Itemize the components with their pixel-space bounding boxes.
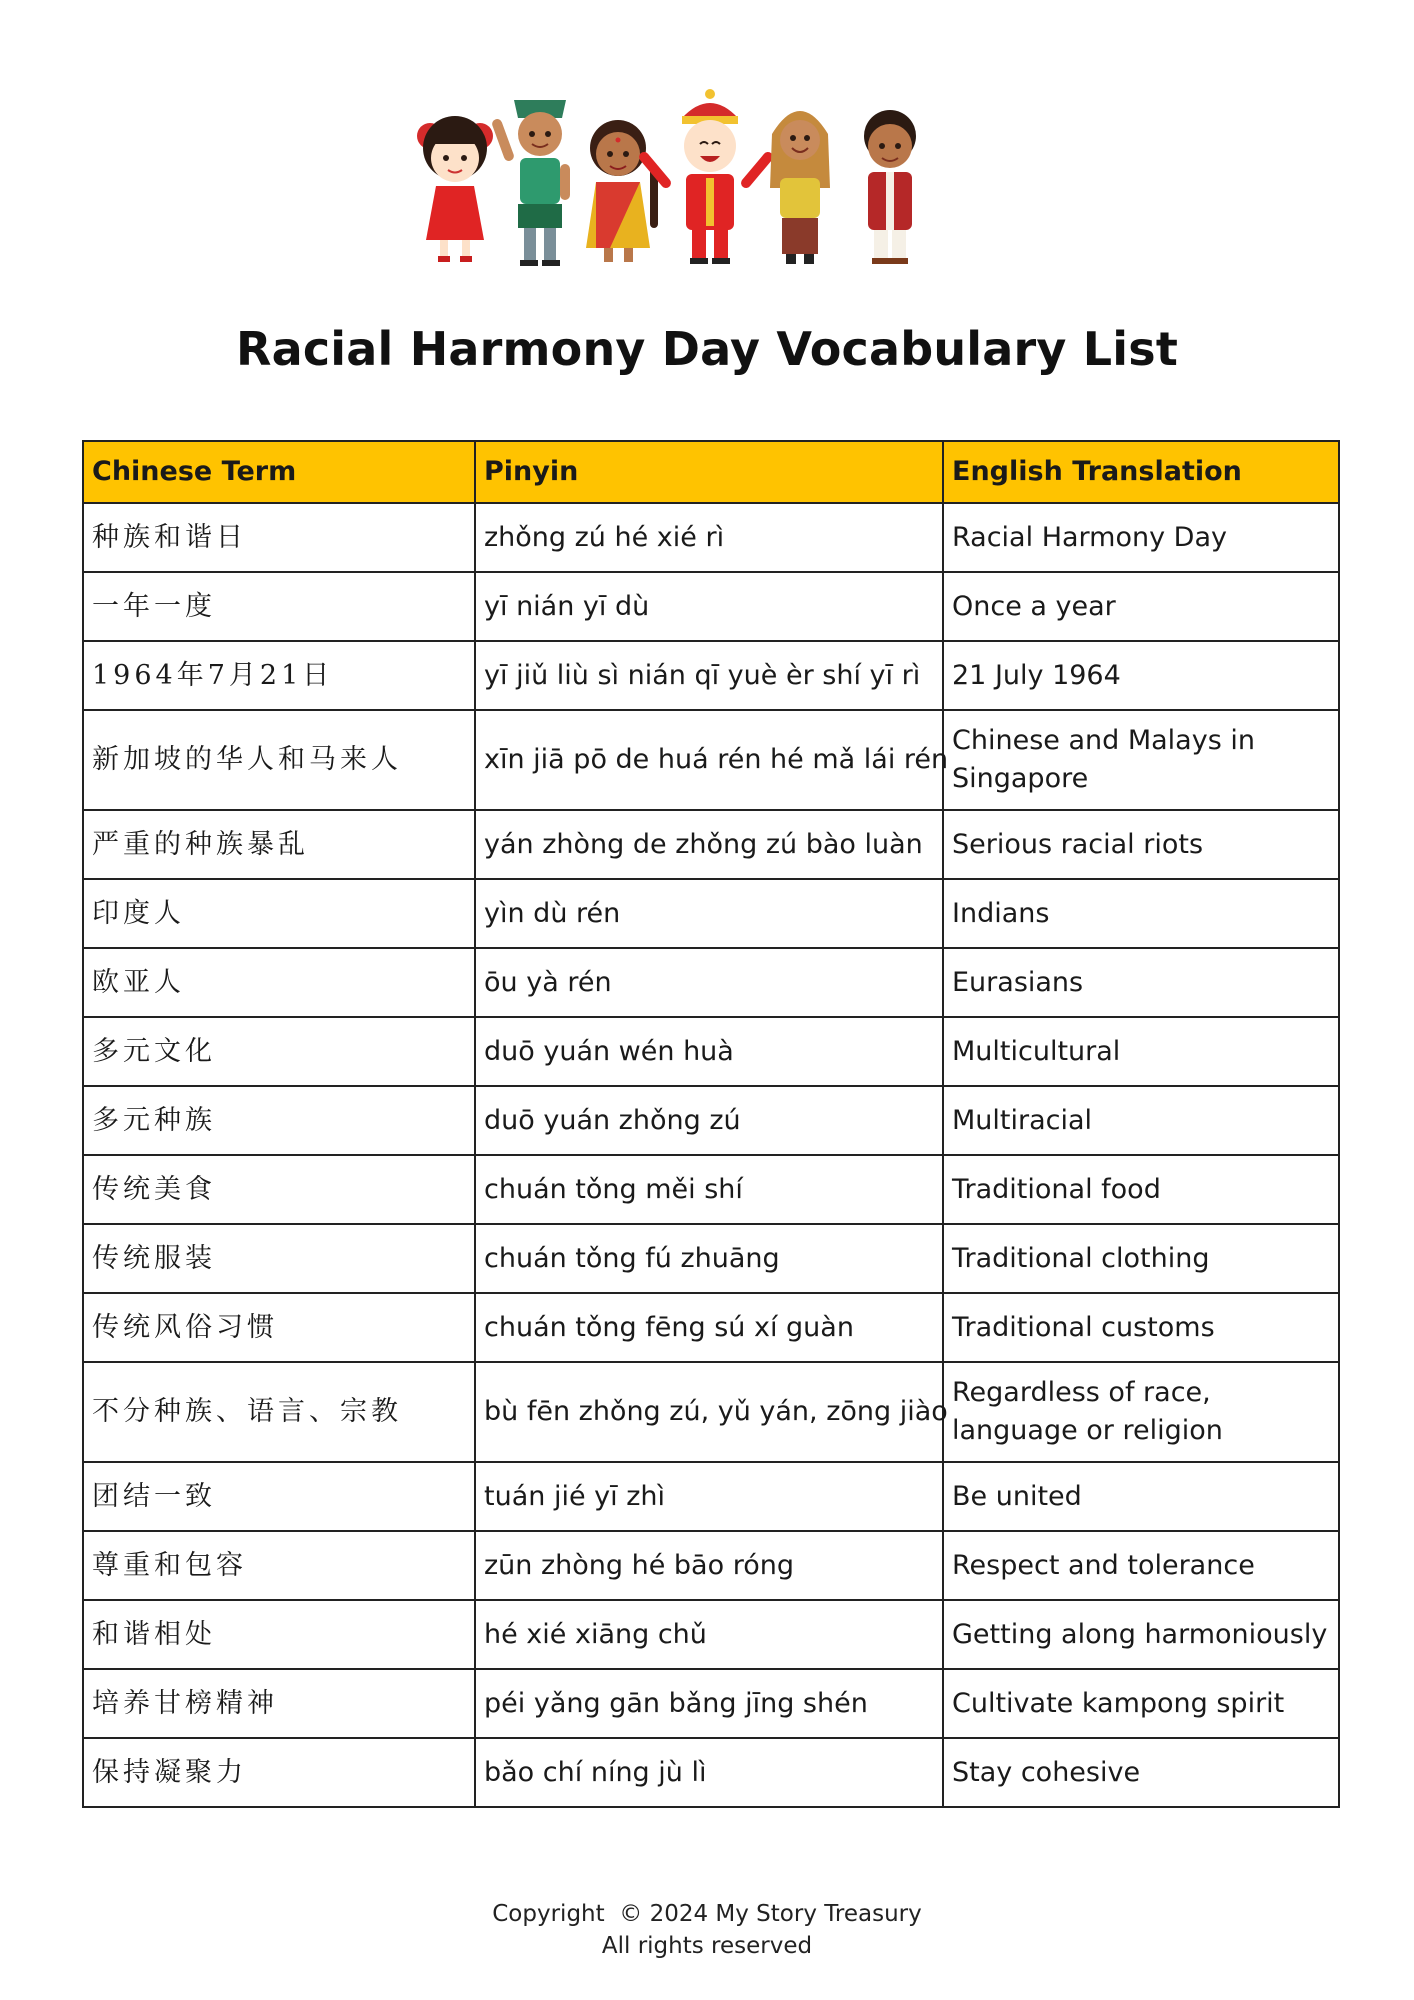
table-row <box>83 1531 1339 1600</box>
pinyin: chuán tǒng fēng sú xí guàn <box>475 1293 943 1362</box>
english-translation: Racial Harmony Day <box>943 503 1339 572</box>
table-row <box>83 810 1339 879</box>
chinese-term: 团结一致 <box>83 1462 475 1531</box>
english-translation: Traditional customs <box>943 1293 1339 1362</box>
pinyin: yìn dù rén <box>475 879 943 948</box>
column-header-english: English Translation <box>943 441 1339 503</box>
table-row <box>83 641 1339 710</box>
child-chinese-girl <box>417 116 493 262</box>
english-translation: Respect and tolerance <box>943 1531 1339 1600</box>
pinyin: yī nián yī dù <box>475 572 943 641</box>
table-row <box>83 1224 1339 1293</box>
vocabulary-table <box>82 440 1340 1808</box>
copyright-text: Copyright © 2024 My Story Treasury <box>492 1901 922 1927</box>
table-row <box>83 1738 1339 1807</box>
table-row <box>83 1462 1339 1531</box>
child-malay-boy <box>491 100 570 266</box>
chinese-term: 严重的种族暴乱 <box>83 810 475 879</box>
chinese-term: 多元文化 <box>83 1017 475 1086</box>
table-row <box>83 1086 1339 1155</box>
chinese-term: 传统服装 <box>83 1224 475 1293</box>
table-row <box>83 572 1339 641</box>
english-translation: Stay cohesive <box>943 1738 1339 1807</box>
chinese-term: 欧亚人 <box>83 948 475 1017</box>
pinyin: chuán tǒng fú zhuāng <box>475 1224 943 1293</box>
pinyin: duō yuán wén huà <box>475 1017 943 1086</box>
english-translation: Be united <box>943 1462 1339 1531</box>
column-header-chinese: Chinese Term <box>83 441 475 503</box>
chinese-term: 不分种族、语言、宗教 <box>83 1362 475 1462</box>
column-header-pinyin: Pinyin <box>475 441 943 503</box>
english-translation: Multicultural <box>943 1017 1339 1086</box>
english-translation: Traditional clothing <box>943 1224 1339 1293</box>
rights-text: All rights reserved <box>601 1933 813 1959</box>
english-translation: Multiracial <box>943 1086 1339 1155</box>
chinese-term: 印度人 <box>83 879 475 948</box>
table-row <box>83 1362 1339 1462</box>
table-row <box>83 879 1339 948</box>
chinese-term: 尊重和包容 <box>83 1531 475 1600</box>
table-row <box>83 1293 1339 1362</box>
pinyin: duō yuán zhǒng zú <box>475 1086 943 1155</box>
pinyin: bù fēn zhǒng zú, yǔ yán, zōng jiào <box>475 1362 943 1462</box>
english-translation: Getting along harmoniously <box>943 1600 1339 1669</box>
pinyin: bǎo chí níng jù lì <box>475 1738 943 1807</box>
pinyin: yán zhòng de zhǒng zú bào luàn <box>475 810 943 879</box>
chinese-term: 1964年7月21日 <box>83 641 475 710</box>
pinyin: xīn jiā pō de huá rén hé mǎ lái rén <box>475 710 943 810</box>
child-chinese-boy <box>637 89 775 264</box>
pinyin: tuán jié yī zhì <box>475 1462 943 1531</box>
english-translation: Traditional food <box>943 1155 1339 1224</box>
english-translation: Regardless of race, language or religion <box>943 1362 1339 1462</box>
pinyin: chuán tǒng měi shí <box>475 1155 943 1224</box>
pinyin: hé xié xiāng chǔ <box>475 1600 943 1669</box>
table-row <box>83 503 1339 572</box>
english-translation: Indians <box>943 879 1339 948</box>
pinyin: ōu yà rén <box>475 948 943 1017</box>
pinyin: péi yǎng gān bǎng jīng shén <box>475 1669 943 1738</box>
footer <box>0 1898 1414 1962</box>
english-translation: Once a year <box>943 572 1339 641</box>
pinyin: yī jiǔ liù sì nián qī yuè èr shí yī rì <box>475 641 943 710</box>
child-malay-girl <box>770 111 830 264</box>
table-row <box>83 710 1339 810</box>
english-translation: Chinese and Malays in Singapore <box>943 710 1339 810</box>
chinese-term: 新加坡的华人和马来人 <box>83 710 475 810</box>
child-indian-girl <box>586 120 658 262</box>
chinese-term: 传统风俗习惯 <box>83 1293 475 1362</box>
pinyin: zhǒng zú hé xié rì <box>475 503 943 572</box>
table-row <box>83 1669 1339 1738</box>
chinese-term: 多元种族 <box>83 1086 475 1155</box>
children-illustration <box>400 78 1020 278</box>
english-translation: 21 July 1964 <box>943 641 1339 710</box>
chinese-term: 培养甘榜精神 <box>83 1669 475 1738</box>
table-header-row <box>83 441 1339 503</box>
child-indian-boy <box>864 110 916 264</box>
chinese-term: 保持凝聚力 <box>83 1738 475 1807</box>
table-row <box>83 1017 1339 1086</box>
chinese-term: 传统美食 <box>83 1155 475 1224</box>
chinese-term: 种族和谐日 <box>83 503 475 572</box>
table-row <box>83 1600 1339 1669</box>
chinese-term: 一年一度 <box>83 572 475 641</box>
pinyin: zūn zhòng hé bāo róng <box>475 1531 943 1600</box>
english-translation: Cultivate kampong spirit <box>943 1669 1339 1738</box>
table-row <box>83 1155 1339 1224</box>
table-row <box>83 948 1339 1017</box>
english-translation: Serious racial riots <box>943 810 1339 879</box>
english-translation: Eurasians <box>943 948 1339 1017</box>
chinese-term: 和谐相处 <box>83 1600 475 1669</box>
page-title: Racial Harmony Day Vocabulary List <box>235 322 1179 376</box>
